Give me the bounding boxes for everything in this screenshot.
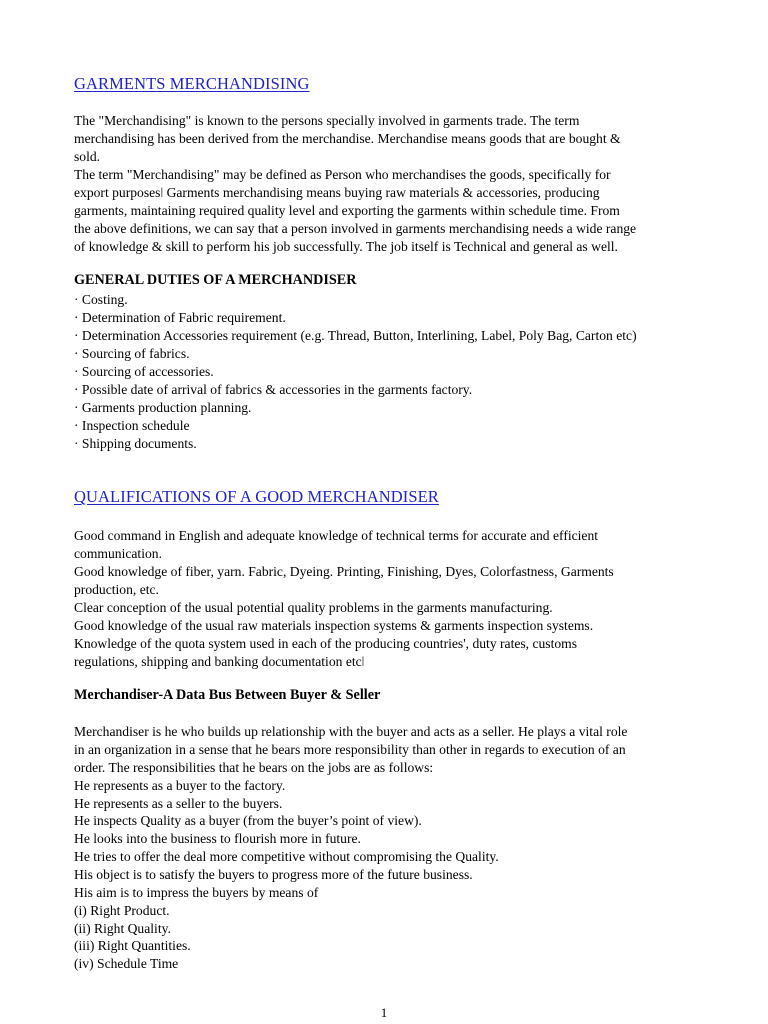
list-item: · Shipping documents. (74, 436, 197, 451)
paragraph-line: the above definitions, we can say that a person involved in garments merchandising needs a wide range (74, 221, 637, 236)
page-number: 1 (380, 1005, 388, 1020)
paragraph-line: communication. (74, 546, 162, 561)
list-item: · Sourcing of accessories. (74, 364, 214, 379)
paragraph-line: merchandising has been derived from the merchandise. Merchandise means goods that are bought & (74, 131, 621, 146)
paragraph-line: He tries to offer the deal more competitive without compromising the Quality. (74, 849, 499, 864)
list-item: · Possible date of arrival of fabrics & accessories in the garments factory. (74, 382, 473, 397)
paragraph-line: garments, maintaining required quality level and exporting the garments within schedule time. From (74, 203, 620, 218)
paragraph-line: order. The responsibilities that he bears on the jobs are as follows: (74, 760, 434, 775)
paragraph-line: export purposesǀ Garments merchandising means buying raw materials & accessories, producing (74, 185, 600, 200)
heading-qualifications: QUALIFICATIONS OF A GOOD MERCHANDISER (74, 487, 439, 506)
paragraph-line: He inspects Quality as a buyer (from the buyer’s point of view). (74, 813, 422, 828)
paragraph-line: in an organization in a sense that he bears more responsibility than other in regards to execution of an (74, 742, 626, 757)
paragraph-line: (iv) Schedule Time (74, 956, 179, 971)
list-item: · Inspection schedule (74, 418, 190, 433)
paragraph-line: Good knowledge of the usual raw materials inspection systems & garments inspection systems. (74, 618, 594, 633)
paragraph-line: (i) Right Product. (74, 903, 170, 918)
paragraph-line: Good knowledge of fiber, yarn. Fabric, Dyeing. Printing, Finishing, Dyes, Colorfastness, Garments (74, 564, 614, 579)
paragraph-line: His aim is to impress the buyers by means of (74, 885, 319, 900)
list-item: · Garments production planning. (74, 400, 252, 415)
list-item: · Costing. (74, 292, 128, 307)
paragraph-line: Merchandiser is he who builds up relationship with the buyer and acts as a seller. He plays a vital role (74, 724, 628, 739)
paragraph-line: The term "Merchandising" may be defined as Person who merchandises the goods, specifically for (74, 167, 611, 182)
paragraph-line: Good command in English and adequate knowledge of technical terms for accurate and efficient (74, 528, 599, 543)
paragraph-line: sold. (74, 149, 101, 164)
paragraph-line: of knowledge & skill to perform his job successfully. The job itself is Technical and general as well. (74, 239, 618, 254)
list-item: · Determination Accessories requirement (e.g. Thread, Button, Interlining, Label, Poly Bag, Carton etc) (74, 328, 637, 343)
list-item: · Determination of Fabric requirement. (74, 310, 286, 325)
paragraph-line: Clear conception of the usual potential quality problems in the garments manufacturing. (74, 600, 553, 615)
paragraph-line: He represents as a buyer to the factory. (74, 778, 286, 793)
heading-data-bus: Merchandiser-A Data Bus Between Buyer & Seller (74, 687, 381, 703)
paragraph-line: He represents as a seller to the buyers. (74, 796, 283, 811)
document-page (74, 0, 714, 1024)
paragraph-line: The "Merchandising" is known to the persons specially involved in garments trade. The term (74, 113, 580, 128)
paragraph-line: regulations, shipping and banking documentation etcǀ (74, 654, 365, 669)
paragraph-line: Knowledge of the quota system used in each of the producing countries', duty rates, customs (74, 636, 578, 651)
paragraph-line: (ii) Right Quality. (74, 921, 171, 936)
paragraph-line: He looks into the business to flourish more in future. (74, 831, 361, 846)
heading-garments-merchandising: GARMENTS MERCHANDISING (74, 74, 310, 93)
heading-general-duties: GENERAL DUTIES OF A MERCHANDISER (74, 272, 357, 288)
paragraph-line: His object is to satisfy the buyers to progress more of the future business. (74, 867, 473, 882)
list-item: · Sourcing of fabrics. (74, 346, 190, 361)
paragraph-line: (iii) Right Quantities. (74, 938, 191, 953)
paragraph-line: production, etc. (74, 582, 159, 597)
